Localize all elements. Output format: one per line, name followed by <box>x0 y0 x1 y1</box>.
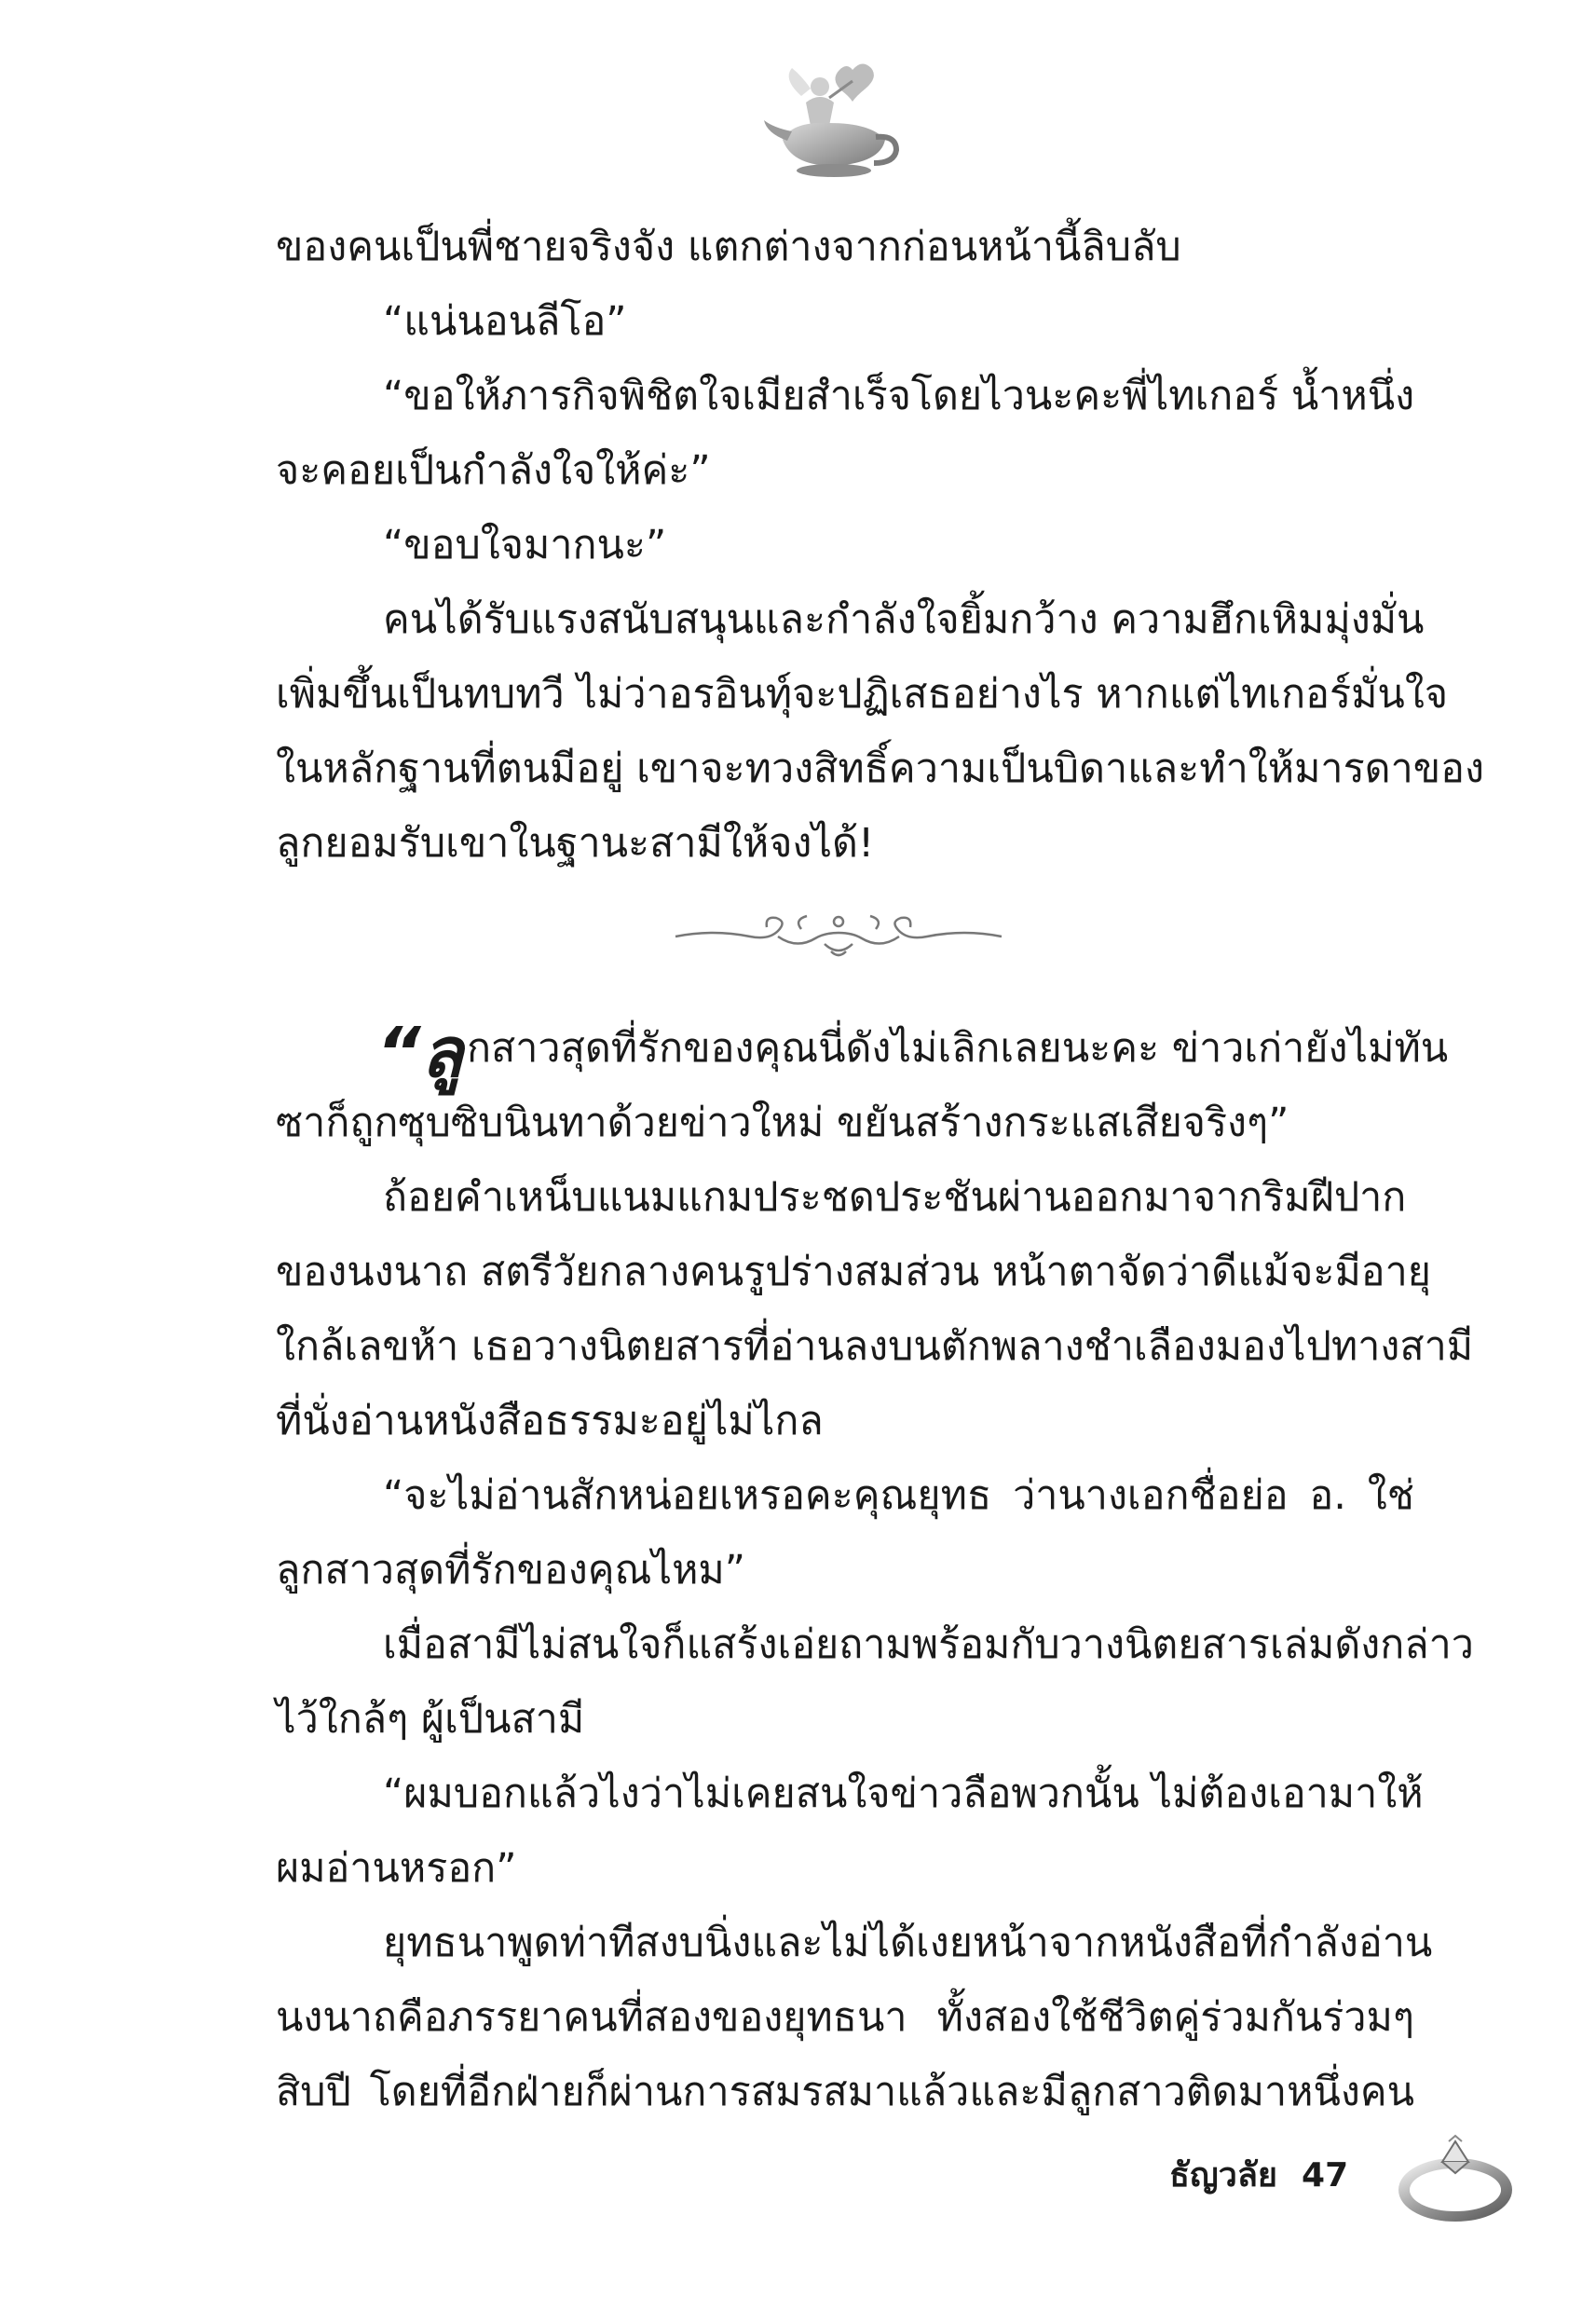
page-number: 47 <box>1302 2156 1349 2195</box>
body-line: ถ้อยคำเหน็บแนมแกมประชดประชันผ่านออกมาจากริมฝีปาก <box>383 1174 1407 1221</box>
body-line: ลูกสาวสุดที่รักของคุณไหม” <box>276 1547 746 1593</box>
body-line: “จะไม่อ่านสักหน่อยเหรอคะคุณยุทธ ว่านางเอกชื่อย่อ อ. ใช่ <box>383 1472 1414 1519</box>
body-line: “ผมบอกแล้วไงว่าไม่เคยสนใจข่าวลือพวกนั้น ไม่ต้องเอามาให้ <box>383 1771 1424 1817</box>
body-line: ผมอ่านหรอก” <box>276 1845 517 1892</box>
body-line: ยุทธนาพูดท่าทีสงบนิ่งและไม่ได้เงยหน้าจากหนังสือที่กำลังอ่าน <box>383 1920 1433 1966</box>
cupid-teapot-icon <box>764 51 904 182</box>
body-line: ไว้ใกล้ๆ ผู้เป็นสามี <box>276 1696 585 1743</box>
body-line: “ขอให้ภารกิจพิชิตใจเมียสำเร็จโดยไวนะคะพี่ไทเกอร์ น้ำหนึ่ง <box>383 373 1415 419</box>
book-title: ธัญวลัย <box>1169 2156 1278 2195</box>
body-line: ซาก็ถูกซุบซิบนินทาด้วยข่าวใหม่ ขยันสร้างกระแสเสียจริงๆ” <box>276 1100 1289 1146</box>
page-footer <box>1169 2153 1348 2199</box>
body-line: ที่นั่งอ่านหนังสือธรรมะอยู่ไม่ไกล <box>276 1398 824 1444</box>
body-line: ในหลักฐานที่ตนมีอยู่ เขาจะทวงสิทธิ์ความเป็นบิดาและทำให้มารดาของ <box>276 745 1484 792</box>
body-line: เมื่อสามีไม่สนใจก็แสร้งเอ่ยถามพร้อมกับวางนิตยสารเล่มดังกล่าว <box>383 1621 1474 1668</box>
diamond-ring-icon <box>1398 2125 1519 2227</box>
body-line: นงนาถคือภรรยาคนที่สองของยุทธนา ทั้งสองใช้ชีวิตคู่ร่วมกันร่วมๆ <box>276 1994 1414 2041</box>
body-line: จะคอยเป็นกำลังใจให้ค่ะ” <box>276 447 711 494</box>
body-line: สิบปี โดยที่อีกฝ่ายก็ผ่านการสมรสมาแล้วและมีลูกสาวติดมาหนึ่งคน <box>276 2069 1414 2115</box>
body-line: คนได้รับแรงสนับสนุนและกำลังใจยิ้มกว้าง ความฮึกเหิมมุ่งมั่น <box>383 596 1425 643</box>
body-line: ลูกยอมรับเขาในฐานะสามีให้จงได้! <box>276 820 875 867</box>
floral-scroll-divider-icon <box>671 909 1006 964</box>
drop-cap: “ลู <box>376 1013 464 1093</box>
body-line: กสาวสุดที่รักของคุณนี่ดังไม่เลิกเลยนะคะ ข่าวเก่ายังไม่ทัน <box>467 1025 1449 1072</box>
body-line: “ขอบใจมากนะ” <box>383 522 667 568</box>
body-line: ของคนเป็นพี่ชายจริงจัง แตกต่างจากก่อนหน้านี้ลิบลับ <box>276 224 1181 270</box>
body-line: ใกล้เลขห้า เธอวางนิตยสารที่อ่านลงบนตักพลางชำเลืองมองไปทางสามี <box>276 1323 1474 1370</box>
body-line: เพิ่มขึ้นเป็นทบทวี ไม่ว่าอรอินทุ์จะปฏิเสธอย่างไร หากแต่ไทเกอร์มั่นใจ <box>276 671 1449 718</box>
body-line: ของนงนาถ สตรีวัยกลางคนรูปร่างสมส่วน หน้าตาจัดว่าดีแม้จะมีอายุ <box>276 1249 1431 1295</box>
body-line: “แน่นอนลีโอ” <box>383 298 627 345</box>
